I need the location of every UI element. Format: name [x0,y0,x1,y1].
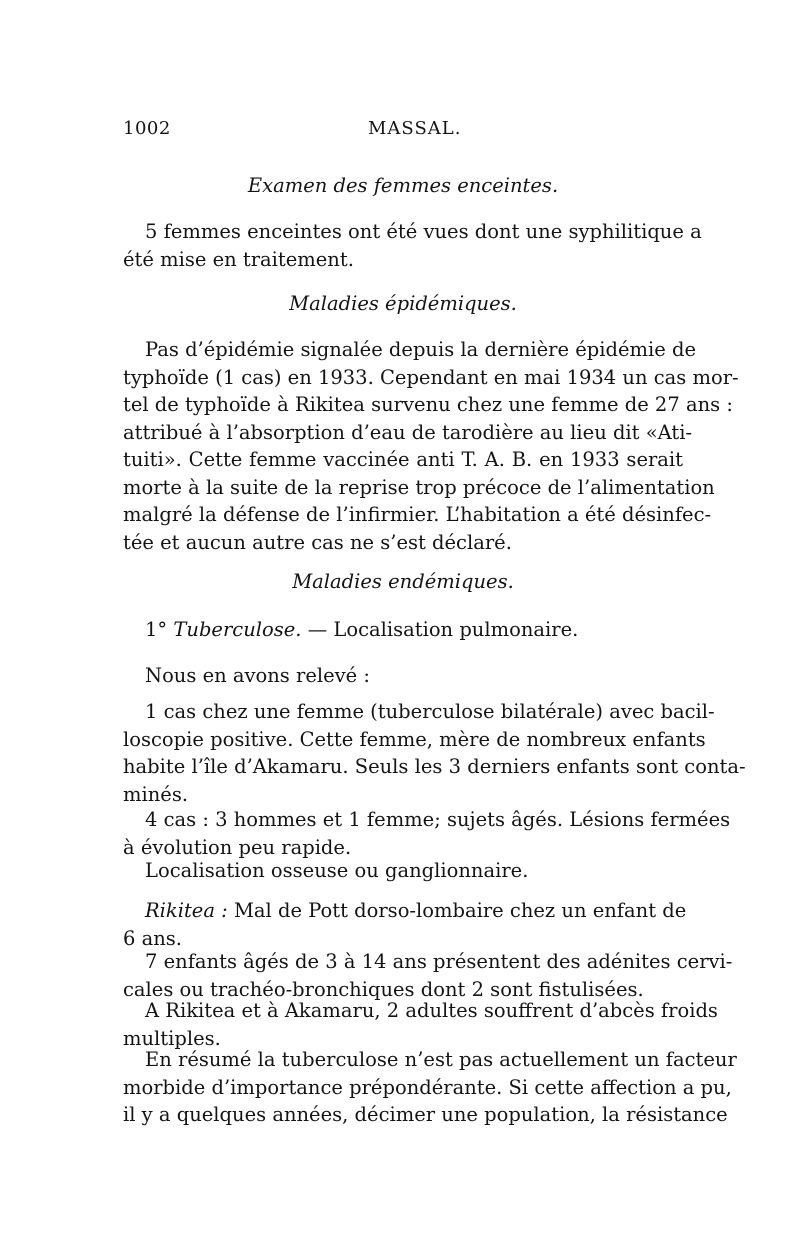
tuberculosis-subheading [123,616,683,644]
heading-epidemic-diseases: Maladies épidémiques. [289,292,517,315]
paragraph-epidemic [123,336,739,556]
text-line: En résumé la tuberculose n’est pas actuellement un facteur [145,1048,737,1071]
text-line: morte à la suite de la reprise trop précoce de l’alimentation [123,475,715,499]
heading-pregnant-women: Examen des femmes enceintes. [247,174,559,197]
paragraph-pregnant-women [123,218,702,273]
text-line: morbide d’importance prépondérante. Si cette affection a pu, [123,1075,732,1099]
text-line: 7 enfants âgés de 3 à 14 ans présentent des adénites cervi- [145,950,733,973]
text-line: tel de typhoïde à Rikitea survenu chez une femme de 27 ans : [123,393,733,416]
paragraph-case-1 [123,698,746,808]
text-line: il y a quelques années, décimer une population, la résistance [123,1103,728,1126]
text-line: Pas d’épidémie signalée depuis la dernière épidémie de [145,338,697,361]
text-line: Rikitea : Mal de Pott dorso-lombaire chez un enfant de [145,899,687,922]
text-line: cales ou trachéo-bronchiques dont 2 sont fistulisées. [123,977,644,1001]
text-line: tuiti». Cette femme vaccinée anti T. A. B. en 1933 serait [123,448,683,471]
text-line: 4 cas : 3 hommes et 1 femme; sujets âgés. Lésions fermées [145,808,731,831]
paragraph-intro: Nous en avons relevé : [145,664,370,687]
text-line: attribué à l’absorption d’eau de tarodière au lieu dit «Ati- [123,420,693,444]
item-number: 1° [145,618,168,641]
running-title: MASSAL. [368,118,462,139]
page-header [123,118,683,144]
paragraph-summary [123,1046,737,1129]
paragraph-children [123,948,733,1003]
text-line: loscopie positive. Cette femme, mère de nombreux enfants [123,727,706,751]
text-line: à évolution peu rapide. [123,835,352,859]
heading-endemic-diseases: Maladies endémiques. [292,570,514,593]
rikitea-label: Rikitea : [145,899,228,922]
paragraph-adults [123,997,718,1052]
text-line: 5 femmes enceintes ont été vues dont une syphilitique a [145,220,702,243]
text-line: A Rikitea et à Akamaru, 2 adultes souffrent d’abcès froids [145,999,718,1022]
paragraph-rikitea [123,897,687,952]
paragraph-case-2 [123,806,731,861]
text-line: multiples. [123,1026,221,1050]
tuberculosis-subtitle: — Localisation pulmonaire. [307,618,579,641]
text-line: habite l’île d’Akamaru. Seuls les 3 derniers enfants sont conta- [123,755,746,778]
paragraph-osseous: Localisation osseuse ou ganglionnaire. [145,859,529,882]
text-line: minés. [123,782,189,806]
text-line: 6 ans. [123,926,182,950]
text-line: malgré la défense de l’infirmier. L’habitation a été désinfec- [123,503,712,526]
text-line: tée et aucun autre cas ne s’est déclaré. [123,530,512,554]
text-line: 1 cas chez une femme (tuberculose bilatérale) avec bacil- [145,700,715,723]
text-line: été mise en traitement. [123,247,354,271]
tuberculosis-title: Tuberculose. [173,618,302,641]
text-line: typhoïde (1 cas) en 1933. Cependant en mai 1934 un cas mor- [123,365,739,389]
page-number: 1002 [123,118,171,139]
